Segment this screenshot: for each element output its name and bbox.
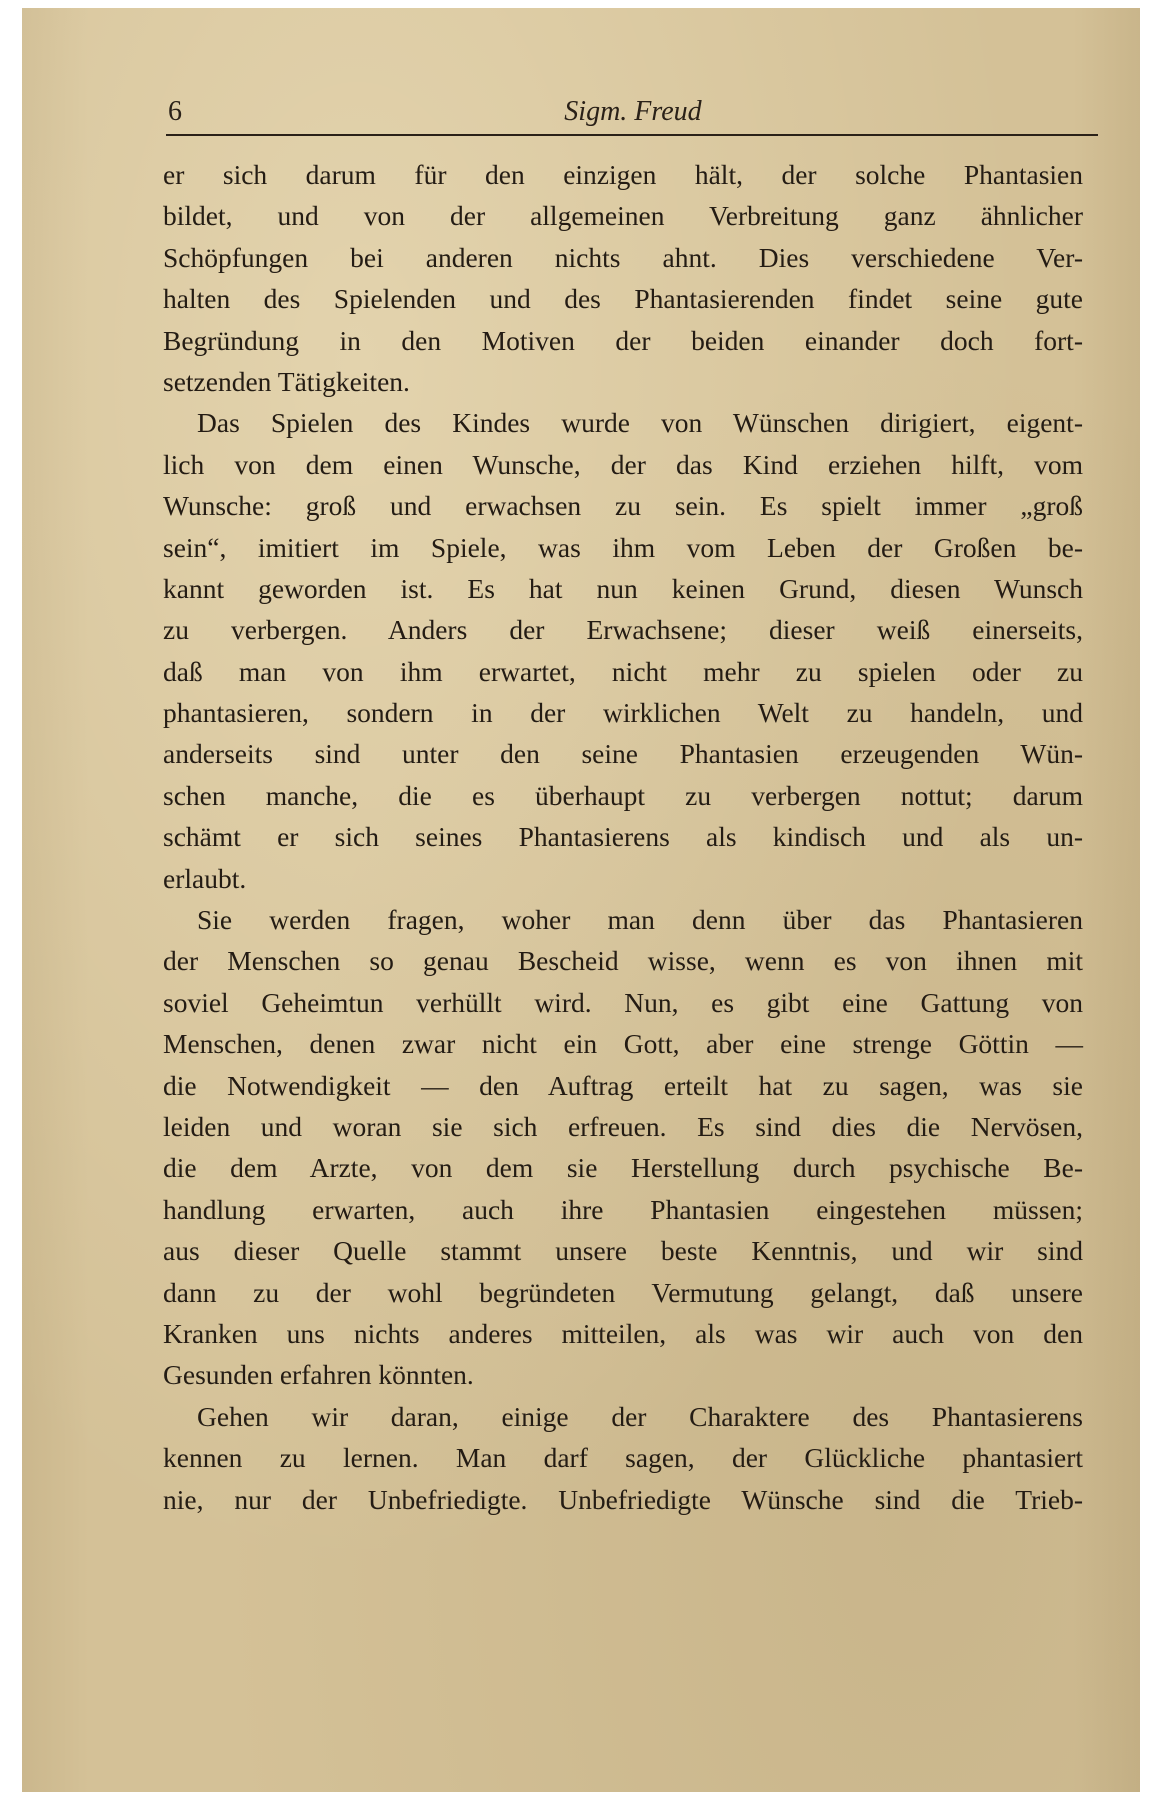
paragraph: [163, 402, 1083, 899]
text-line: handlung erwarten, auch ihre Phantasien eingestehen müssen;: [163, 1193, 1083, 1225]
text-line: leiden und woran sie sich erfreuen. Es sind dies die Nervösen,: [163, 1110, 1083, 1142]
text-line: phantasieren, sondern in der wirklichen Welt zu handeln, und: [163, 697, 1083, 729]
text-line: halten des Spielenden und des Phantasierenden findet seine gute: [163, 283, 1083, 315]
text-line: anderseits sind unter den seine Phantasien erzeugenden Wün-: [163, 738, 1083, 770]
text-line: Sie werden fragen, woher man denn über das Phantasieren: [197, 904, 1083, 936]
header-rule: [166, 134, 1098, 136]
text-line: nie, nur der Unbefriedigte. Unbefriedigte Wünsche sind die Trieb-: [163, 1483, 1083, 1515]
text-line: dann zu der wohl begründeten Vermutung gelangt, daß unsere: [163, 1276, 1083, 1308]
text-line: der Menschen so genau Bescheid wisse, wenn es von ihnen mit: [163, 945, 1083, 977]
paragraph: [163, 1396, 1083, 1520]
text-line: lich von dem einen Wunsche, der das Kind erziehen hilft, vom: [163, 448, 1083, 480]
text-line: setzenden Tätigkeiten.: [163, 365, 410, 397]
text-line: bildet, und von der allgemeinen Verbreitung ganz ähnlicher: [163, 200, 1083, 232]
text-line: soviel Geheimtun verhüllt wird. Nun, es gibt eine Gattung von: [163, 986, 1083, 1018]
text-line: die dem Arzte, von dem sie Herstellung durch psychische Be-: [163, 1152, 1083, 1184]
paragraph: [163, 899, 1083, 1396]
text-line: Schöpfungen bei anderen nichts ahnt. Dies verschiedene Ver-: [163, 241, 1083, 273]
text-line: er sich darum für den einzigen hält, der solche Phantasien: [163, 159, 1083, 190]
text-line: schämt er sich seines Phantasierens als kindisch und als un-: [163, 821, 1083, 853]
body-text: [163, 154, 1083, 1520]
text-line: kennen zu lernen. Man darf sagen, der Glückliche phantasiert: [163, 1442, 1083, 1474]
text-line: Gesunden erfahren könnten.: [163, 1359, 474, 1391]
text-line: erlaubt.: [163, 862, 247, 894]
text-line: Gehen wir daran, einige der Charaktere des Phantasierens: [197, 1400, 1083, 1432]
text-line: Kranken uns nichts anderes mitteilen, als was wir auch von den: [163, 1317, 1083, 1349]
running-head: Sigm. Freud: [564, 96, 702, 127]
text-line: sein“, imitiert im Spiele, was ihm vom Leben der Großen be-: [163, 531, 1083, 563]
paragraph: [163, 154, 1083, 402]
page-number: 6: [168, 96, 182, 127]
page-header: [168, 96, 1098, 136]
text-line: aus dieser Quelle stammt unsere beste Kenntnis, und wir sind: [163, 1235, 1083, 1267]
text-line: schen manche, die es überhaupt zu verbergen nottut; darum: [163, 779, 1083, 811]
text-line: daß man von ihm erwartet, nicht mehr zu spielen oder zu: [163, 655, 1083, 687]
text-line: kannt geworden ist. Es hat nun keinen Grund, diesen Wunsch: [163, 572, 1083, 604]
text-line: Menschen, denen zwar nicht ein Gott, aber eine strenge Göttin —: [163, 1028, 1083, 1060]
text-line: zu verbergen. Anders der Erwachsene; dieser weiß einerseits,: [163, 614, 1083, 646]
text-line: Wunsche: groß und erwachsen zu sein. Es spielt immer „groß: [163, 490, 1083, 522]
text-line: Das Spielen des Kindes wurde von Wünschen dirigiert, eigent-: [197, 407, 1083, 439]
text-line: die Notwendigkeit — den Auftrag erteilt hat zu sagen, was sie: [163, 1069, 1083, 1101]
text-line: Begründung in den Motiven der beiden einander doch fort-: [163, 324, 1083, 356]
